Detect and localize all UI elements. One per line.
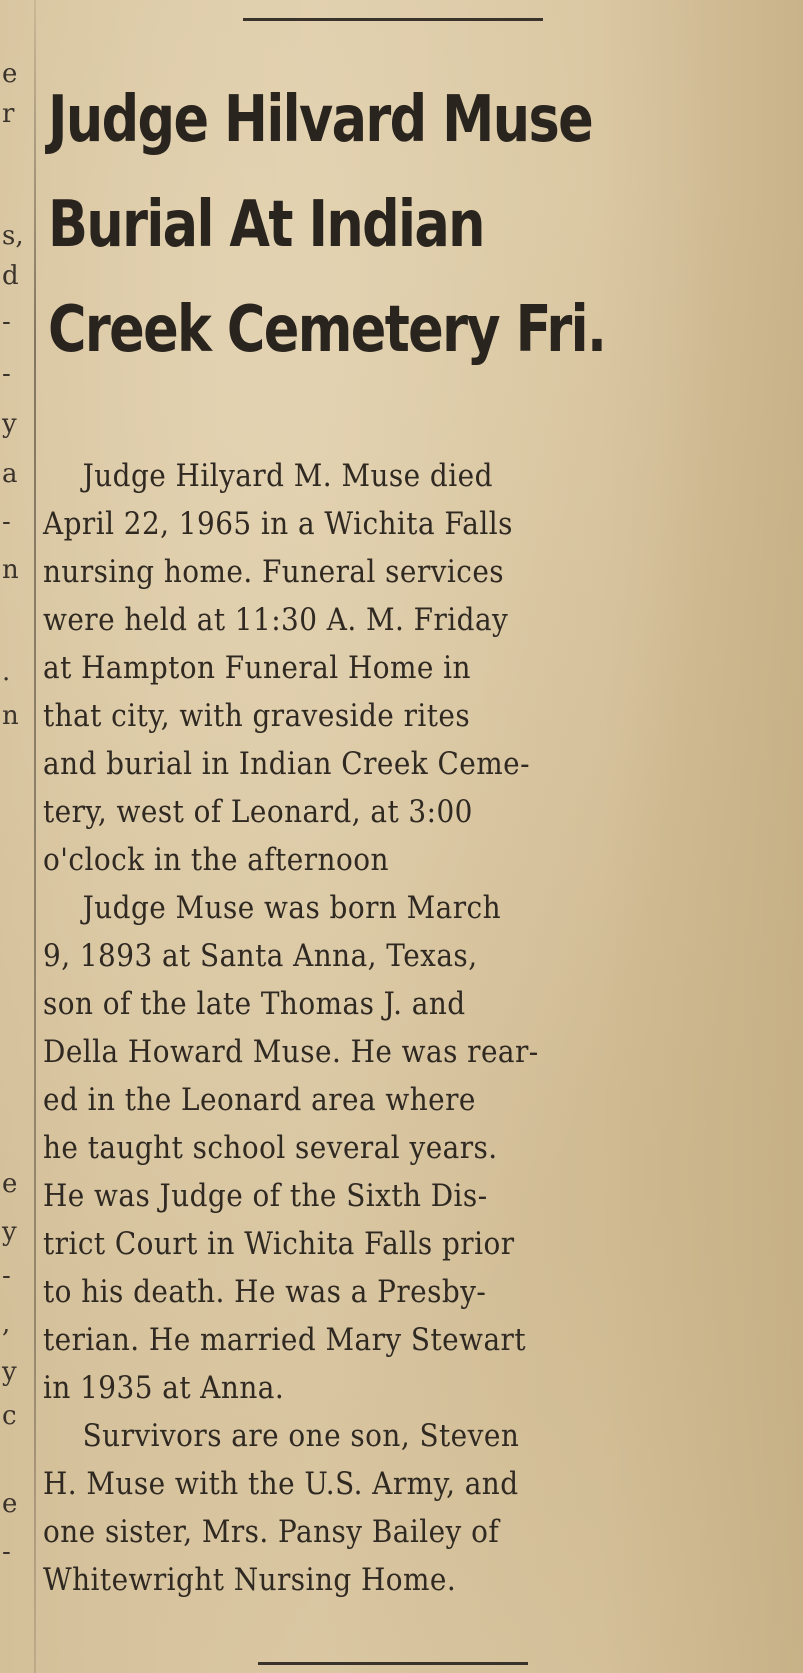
margin-fragment: . <box>2 657 11 687</box>
margin-fragment: y <box>2 409 17 439</box>
margin-fragment: r <box>2 99 15 129</box>
article-line: one sister, Mrs. Pansy Bailey of <box>43 1514 500 1550</box>
article-body <box>43 452 749 1604</box>
margin-fragment: y <box>2 1217 17 1247</box>
margin-fragment: c <box>2 1401 17 1431</box>
margin-fragment: a <box>2 459 18 489</box>
headline-line-2: Burial At Indian <box>48 188 484 262</box>
article-line: son of the late Thomas J. and <box>43 986 466 1022</box>
article-line: terian. He married Mary Stewart <box>43 1322 526 1358</box>
article-line: Survivors are one son, Steven <box>82 1418 520 1454</box>
article-line: Judge Muse was born March <box>82 890 502 926</box>
margin-fragment: - <box>2 507 11 537</box>
article-line: nursing home. Funeral services <box>43 554 505 590</box>
margin-fragment: n <box>2 555 19 585</box>
article-line: Della Howard Muse. He was rear- <box>43 1034 539 1070</box>
article-line: were held at 11:30 A. M. Friday <box>43 602 509 638</box>
margin-fragment: e <box>2 59 18 89</box>
margin-fragment: s, <box>2 221 24 251</box>
margin-fragment: y <box>2 1357 17 1387</box>
margin-fragment: , <box>2 1309 11 1339</box>
headline <box>48 68 638 383</box>
margin-fragment: - <box>2 307 11 337</box>
article-line: and burial in Indian Creek Ceme- <box>43 746 530 782</box>
margin-fragment: e <box>2 1169 18 1199</box>
article-line: at Hampton Funeral Home in <box>43 650 471 686</box>
margin-fragment: d <box>2 261 19 291</box>
margin-fragment: e <box>2 1489 18 1519</box>
bottom-rule <box>258 1662 528 1665</box>
margin-fragment: - <box>2 1261 11 1291</box>
article-line: tery, west of Leonard, at 3:00 <box>43 794 473 830</box>
article-line: 9, 1893 at Santa Anna, Texas, <box>43 938 478 974</box>
margin-fragment: - <box>2 1537 11 1567</box>
margin-fragment: - <box>2 359 11 389</box>
article-line: He was Judge of the Sixth Dis- <box>43 1178 488 1214</box>
article-line: trict Court in Wichita Falls prior <box>43 1226 515 1262</box>
article-line: Judge Hilyard M. Muse died <box>82 458 493 494</box>
article-line: Whitewright Nursing Home. <box>43 1562 457 1598</box>
headline-line-3: Creek Cemetery Fri. <box>48 293 606 367</box>
article-line: ed in the Leonard area where <box>43 1082 476 1118</box>
top-rule <box>243 18 543 21</box>
article-line: in 1935 at Anna. <box>43 1370 285 1406</box>
article-line: that city, with graveside rites <box>43 698 471 734</box>
article-line: he taught school several years. <box>43 1130 498 1166</box>
column-divider <box>34 0 36 1673</box>
margin-fragment: n <box>2 701 19 731</box>
article-line: to his death. He was a Presby- <box>43 1274 487 1310</box>
article-line: April 22, 1965 in a Wichita Falls <box>43 506 513 542</box>
article-line: H. Muse with the U.S. Army, and <box>43 1466 519 1502</box>
article-line: o'clock in the afternoon <box>43 842 389 878</box>
headline-line-1: Judge Hilvard Muse <box>48 83 593 157</box>
